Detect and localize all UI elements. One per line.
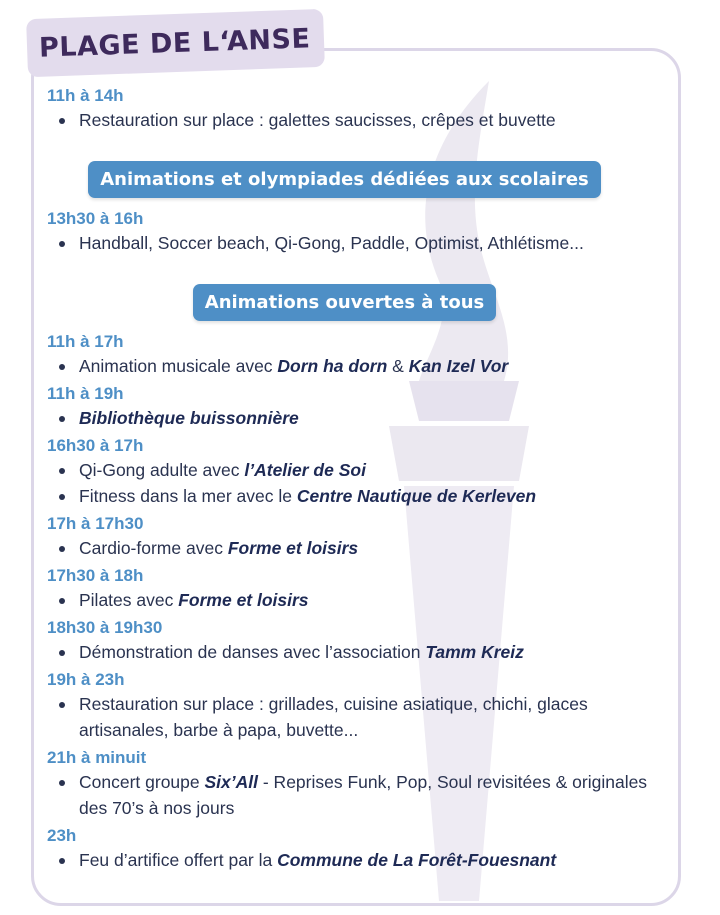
item-list — [47, 107, 667, 133]
item-list — [47, 353, 667, 379]
list-item — [47, 457, 667, 483]
time-label: 19h à 23h — [47, 670, 125, 689]
list-item: Handball, Soccer beach, Qi-Gong, Paddle, Optimist, Athlétisme... — [47, 230, 667, 256]
highlight-name: Kan Izel Vor — [408, 356, 509, 376]
banner-scolaires: Animations et olympiades dédiées aux scolaires — [88, 161, 601, 198]
schedule-block — [47, 383, 667, 431]
highlight-name: Forme et loisirs — [178, 590, 309, 610]
schedule-block — [47, 825, 667, 873]
list-item — [47, 639, 667, 665]
section-scolaires — [47, 208, 667, 256]
item-list — [47, 405, 667, 431]
time-label: 23h — [47, 826, 77, 845]
time-label: 17h30 à 18h — [47, 566, 144, 585]
time-label: 11h à 19h — [47, 384, 124, 403]
time-label: 13h30 à 16h — [47, 209, 144, 228]
banner-row — [22, 161, 667, 198]
time-label: 11h à 17h — [47, 332, 124, 351]
highlight-name: Dorn ha dorn — [277, 356, 388, 376]
schedule-list — [47, 331, 667, 873]
item-text: - Reprises Funk, Pop, Soul revisitées & originales des 70’s à nos jours — [79, 772, 648, 818]
item-list — [47, 587, 667, 613]
item-text: & — [387, 356, 409, 376]
item-list — [47, 457, 667, 509]
highlight-name: Tamm Kreiz — [425, 642, 524, 662]
schedule-block — [47, 565, 667, 613]
list-item — [47, 483, 667, 509]
schedule-block — [47, 331, 667, 379]
item-text: Restauration sur place : grillades, cuisine asiatique, chichi, glaces artisanales, barbe à papa, buvette... — [79, 694, 588, 740]
highlight-name: Centre Nautique de Kerleven — [296, 486, 537, 506]
schedule-block — [47, 513, 667, 561]
list-item — [47, 535, 667, 561]
banner-tous: Animations ouvertes à tous — [193, 284, 496, 321]
highlight-name: l’Atelier de Soi — [244, 460, 366, 480]
item-text: Qi-Gong adulte avec — [79, 460, 245, 480]
schedule-block — [47, 747, 667, 821]
item-list — [47, 691, 667, 743]
time-label: 16h30 à 17h — [47, 436, 144, 455]
schedule-block — [47, 669, 667, 743]
page-title: PLAGE DE L‘ANSE — [38, 22, 311, 64]
item-list — [47, 847, 667, 873]
item-text: Concert groupe — [79, 772, 205, 792]
item-list — [47, 230, 667, 256]
item-text: Cardio-forme avec — [79, 538, 228, 558]
schedule-block — [47, 435, 667, 509]
time-label: 21h à minuit — [47, 748, 147, 767]
item-list — [47, 639, 667, 665]
time-label: 17h à 17h30 — [47, 514, 144, 533]
list-item — [47, 405, 667, 431]
title-tab — [26, 9, 325, 77]
list-item — [47, 353, 667, 379]
item-text: Fitness dans la mer avec le — [79, 486, 297, 506]
item-text: Démonstration de danses avec l’association — [79, 642, 426, 662]
item-text: Pilates avec — [79, 590, 179, 610]
item-text: Feu d’artifice offert par la — [79, 850, 278, 870]
section-lunch — [47, 85, 667, 133]
item-text: Animation musicale avec — [79, 356, 278, 376]
list-item — [47, 691, 667, 743]
highlight-name: Six’All — [204, 772, 258, 792]
item-list — [47, 535, 667, 561]
list-item — [47, 587, 667, 613]
highlight-name: Forme et loisirs — [227, 538, 359, 558]
banner-row — [22, 284, 667, 321]
highlight-name: Bibliothèque buissonnière — [79, 408, 299, 428]
list-item: Restauration sur place : galettes saucisses, crêpes et buvette — [47, 107, 667, 133]
item-list — [47, 769, 667, 821]
program-content — [47, 85, 667, 877]
highlight-name: Commune de La Forêt-Fouesnant — [277, 850, 557, 870]
time-label: 18h30 à 19h30 — [47, 618, 163, 637]
schedule-block — [47, 617, 667, 665]
list-item — [47, 847, 667, 873]
time-label: 11h à 14h — [47, 86, 124, 105]
list-item — [47, 769, 667, 821]
